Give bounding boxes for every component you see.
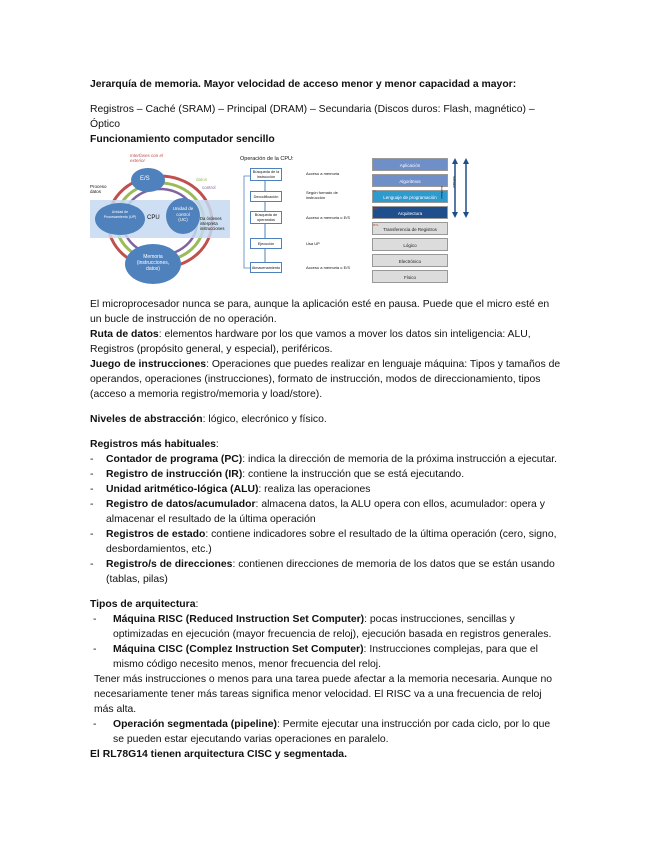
cisc-term: Máquina CISC (Complez Instruction Set Computer) xyxy=(113,644,364,655)
list-bullet: - xyxy=(90,484,94,495)
section-heading-computer: Funcionamiento computador sencillo xyxy=(90,134,275,145)
isa-term: Juego de instrucciones xyxy=(90,359,207,370)
register-status-term: Registros de estado xyxy=(106,529,206,540)
register-pc-definition: : indica la dirección de memoria de la próxima instrucción a ejecutar. xyxy=(242,454,558,465)
register-accumulator-item xyxy=(106,497,545,512)
abstraction-levels-paragraph xyxy=(90,412,327,427)
isa-paragraph xyxy=(90,357,560,372)
register-alu-term: Unidad aritmético-lógica (ALU) xyxy=(106,484,259,495)
layer-register-transfer: Transferencia de Registros xyxy=(372,222,448,235)
register-status-definition: : contiene indicadores sobre el resultado de la última operación (cero, signo, xyxy=(205,529,557,540)
register-ir-item xyxy=(106,467,464,482)
register-pc-term: Contador de programa ( xyxy=(106,454,225,465)
register-status-cont: desbordamientos, etc.) xyxy=(106,544,212,555)
fig1-uc-label: Unidad de control (UC) xyxy=(172,206,194,222)
datapath-term: Ruta de datos xyxy=(90,329,159,340)
fig1-up-label: Unidad de Procesamiento (UP) xyxy=(103,210,137,219)
register-alu-item xyxy=(106,482,370,497)
risc-term: Máquina RISC (Reduced Instruction Set Computer) xyxy=(113,614,365,625)
fig1-data-label: datos xyxy=(196,177,208,182)
datapath-paragraph-cont: Registros (propósito general, y especial), periféricos. xyxy=(90,344,333,355)
pipeline-definition: : Permite ejecutar una instrucción por cada ciclo, por lo que xyxy=(276,719,551,730)
isa-definition: : Operaciones que puedes realizar en lenguaje máquina: Tipos y tamaños de xyxy=(206,359,561,370)
pipeline-item xyxy=(113,717,550,732)
fig1-process-label: Proceso datos xyxy=(90,184,107,194)
arch-types-heading-text: Tipos de arquitectura xyxy=(90,599,196,610)
register-pc-close: ) xyxy=(238,454,243,465)
cpu-operation-flowchart xyxy=(240,156,364,286)
micro-paragraph: El microprocesador nunca se para, aunque la aplicación esté en pausa. Puede que el micro esté en xyxy=(90,299,550,310)
fig2-title: Operación de la CPU: xyxy=(240,156,294,162)
register-pc-abbr: PC xyxy=(224,454,239,465)
register-accumulator-term: Registro de datos/acumulador xyxy=(106,499,256,510)
abstraction-definition: : lógico, elecrónico y físico. xyxy=(202,414,327,425)
pipeline-item-cont: se pueden estar ejecutando varias operaciones en paralelo. xyxy=(113,734,389,745)
register-ir-close: ) xyxy=(238,469,243,480)
cpu-cycle-diagram xyxy=(90,150,230,288)
fig2-note-store: Acceso a memoria o E/S xyxy=(306,265,351,270)
layer-algorithms: Algoritmos xyxy=(372,174,448,187)
risc-item xyxy=(113,612,515,627)
cisc-definition: : Instrucciones complejas, para que el xyxy=(363,644,538,655)
register-accumulator-cont: almacenar el resultado de la última operación xyxy=(106,514,316,525)
arch-types-heading xyxy=(90,597,198,612)
fig2-step-operands: Búsqueda de operandos xyxy=(250,211,282,224)
layer-electronic: Electrónico xyxy=(372,254,448,267)
registers-heading-text: Registros más habituales xyxy=(90,439,216,450)
list-bullet: - xyxy=(93,719,97,730)
memory-hierarchy-line: Registros – Caché (SRAM) – Principal (DRAM) – Secundaria (Discos duros: Flash, magnético) – xyxy=(90,104,535,115)
cisc-item-cont: mismo código necesito menos, menor frecuencia del reloj. xyxy=(113,659,381,670)
list-bullet: - xyxy=(90,529,94,540)
memory-hierarchy-line-end: Óptico xyxy=(90,119,121,130)
hl-tag: HL xyxy=(373,189,377,193)
abstraction-layers-diagram xyxy=(372,156,474,286)
layer-physical: Físico xyxy=(372,270,448,283)
cisc-item xyxy=(113,642,538,657)
fig2-note-operands: Acceso a memoria o E/S xyxy=(306,215,351,220)
list-bullet: - xyxy=(93,644,97,655)
registers-heading-colon: : xyxy=(215,439,219,450)
register-address-item xyxy=(106,557,555,572)
arch-types-heading-colon: : xyxy=(195,599,199,610)
register-alu-definition: : realiza las operaciones xyxy=(258,484,371,495)
register-address-definition: : contienen direcciones de memoria de los datos que se están usando xyxy=(232,559,555,570)
fig2-note-execute: Usa UP xyxy=(306,241,320,246)
fig2-step-decode: Decodificación xyxy=(250,191,282,202)
register-ir-term: Registro de instrucción ( xyxy=(106,469,229,480)
list-bullet: - xyxy=(90,469,94,480)
isa-paragraph-end: (acceso a memoria registro/memoria y load/store). xyxy=(90,389,323,400)
list-bullet: - xyxy=(93,614,97,625)
list-bullet: - xyxy=(90,454,94,465)
registers-heading xyxy=(90,437,219,452)
fig2-note-fetch: Acceso a memoria xyxy=(306,171,340,176)
register-address-term: Registro/s de direcciones xyxy=(106,559,233,570)
layer-language: Lenguaje de programación xyxy=(372,190,448,203)
register-ir-definition: : contiene la instrucción que se está ejecutando. xyxy=(242,469,465,480)
fig1-orders-label: Da órdenes interpreta instrucciones xyxy=(200,216,225,231)
abstraction-term: Niveles de abstracción xyxy=(90,414,203,425)
instruction-count-paragraph-cont: necesariamente tener más tareas significa menor velocidad. El RISC va a una frecuencia de reloj xyxy=(94,689,542,700)
risc-item-cont: optimizadas en ejecución (mayor frecuencia de reloj), ejecución basada en registros generales. xyxy=(113,629,552,640)
fig1-es-label: E/S xyxy=(140,176,150,182)
list-bullet: - xyxy=(90,559,94,570)
fig1-control-label: control xyxy=(202,185,216,190)
fig2-step-store: Almacenamiento xyxy=(250,262,282,273)
rtl-tag: RTL xyxy=(373,223,379,227)
list-bullet: - xyxy=(90,499,94,510)
fig1-interfaces-label: Interfases con el exterior xyxy=(130,153,164,163)
memory-hierarchy-heading: Jerarquía de memoria. Mayor velocidad de acceso menor y menor capacidad a mayor: xyxy=(90,79,517,90)
register-address-cont: (tablas, pilas) xyxy=(106,574,168,585)
register-status-item xyxy=(106,527,557,542)
isa-tag: ISA xyxy=(373,207,378,211)
fig2-step-fetch: Búsqueda de la instrucción xyxy=(250,168,282,181)
isa-paragraph-cont: operandos, operaciones (instrucciones), formato de instrucción, modos de direccionamiento, tipos xyxy=(90,374,541,385)
software-side-label: Software xyxy=(452,176,456,188)
risc-definition: : pocas instrucciones, sencillas y xyxy=(364,614,515,625)
rl78-conclusion: El RL78G14 tienen arquitectura CISC y segmentada. xyxy=(90,749,347,760)
fig1-cpu-label: CPU xyxy=(147,215,160,221)
layer-architecture: Arquitectura xyxy=(372,206,448,219)
hardware-side-label: Hardware xyxy=(440,186,444,200)
layer-logic: Lógico xyxy=(372,238,448,251)
register-accumulator-definition: : almacena datos, la ALU opera con ellos, acumulador: opera y xyxy=(255,499,545,510)
instruction-count-paragraph-end: más alta. xyxy=(94,704,137,715)
pipeline-term: Operación segmentada (pipeline) xyxy=(113,719,277,730)
fig2-note-decode: Según formato de instrucción xyxy=(306,190,338,200)
register-pc-item xyxy=(106,452,557,467)
register-ir-abbr: IR xyxy=(228,469,239,480)
fig2-step-execute: Ejecución xyxy=(250,238,282,249)
fig1-memory-label: Memoria (instrucciones, datos) xyxy=(136,254,170,272)
instruction-count-paragraph: Tener más instrucciones o menos para una tarea puede afectar a la memoria necesaria. Aunque no xyxy=(94,674,553,685)
layer-application: Aplicación xyxy=(372,158,448,171)
micro-paragraph-cont: un bucle de instrucción de no operación. xyxy=(90,314,277,325)
datapath-paragraph xyxy=(90,327,531,342)
datapath-definition: : elementos hardware por los que vamos a mover los datos sin inteligencia: ALU, xyxy=(158,329,531,340)
